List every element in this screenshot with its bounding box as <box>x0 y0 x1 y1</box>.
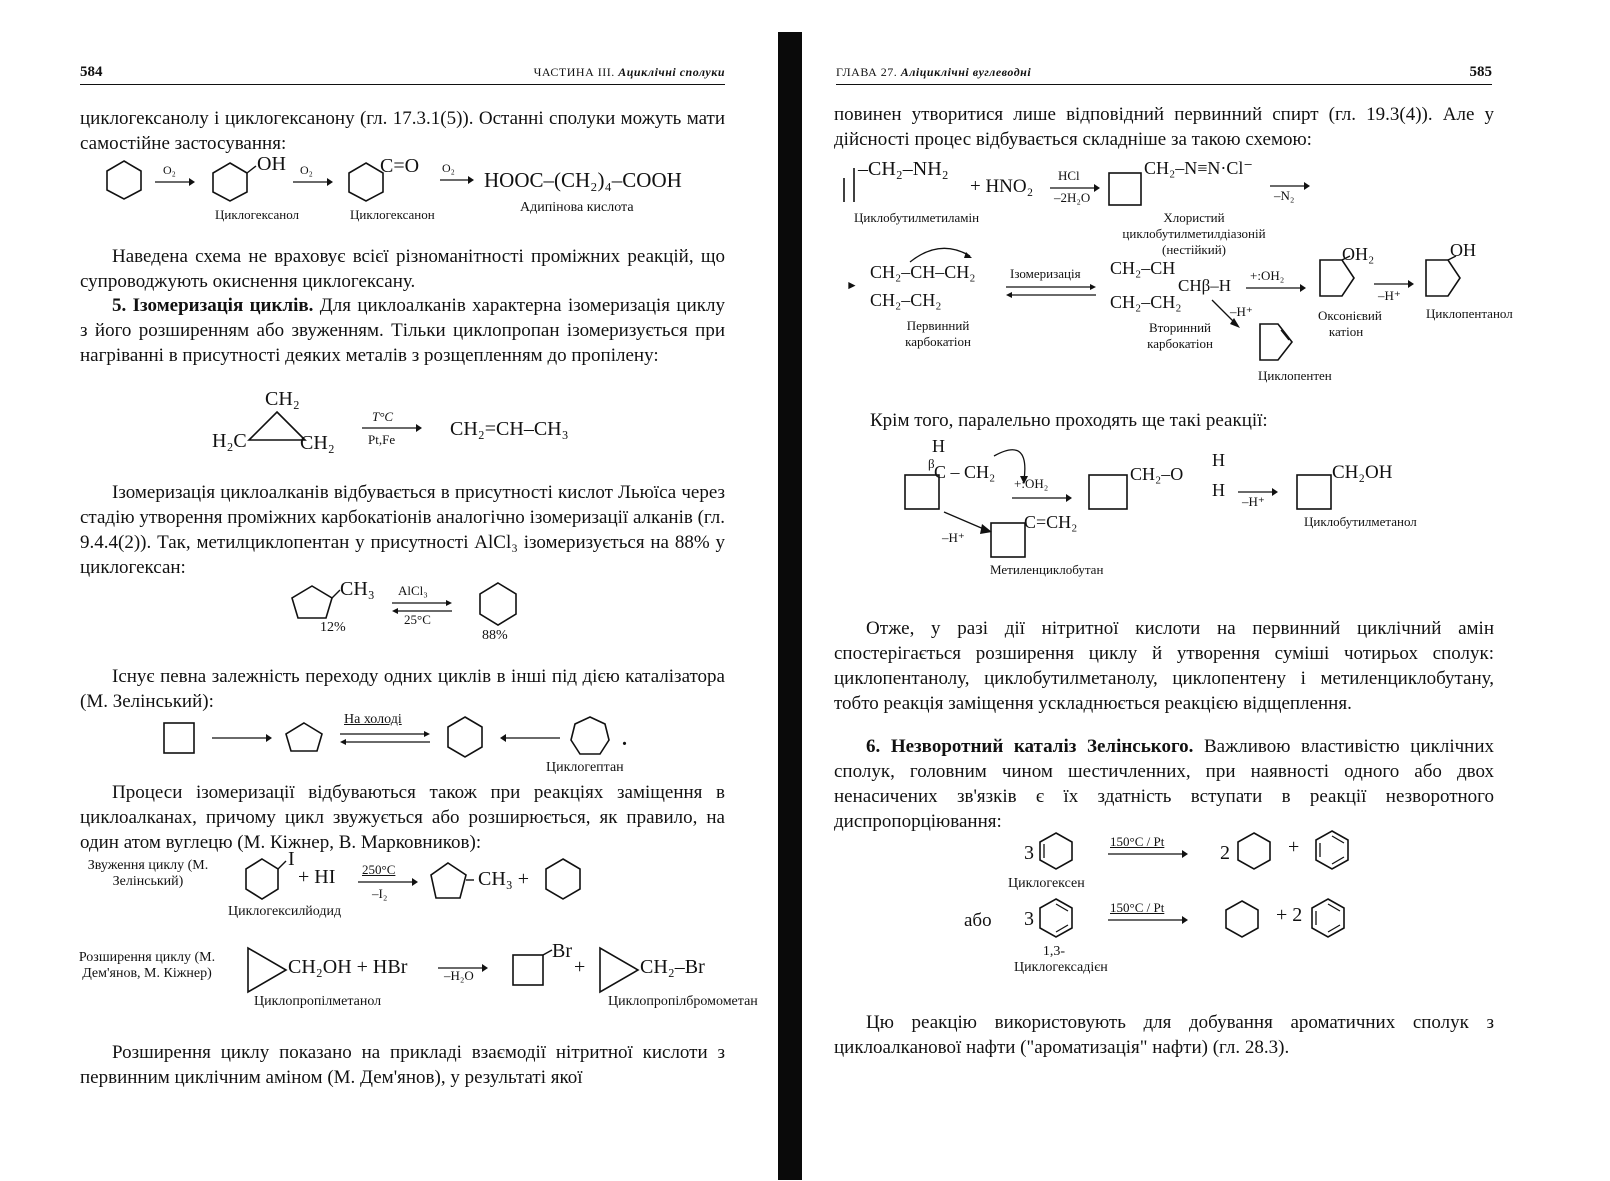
header-title: Аліциклічні вуглеводні <box>900 65 1032 79</box>
iodine-label: I <box>288 848 295 870</box>
reaction-arrow <box>1108 916 1188 924</box>
cyclobutane-ring <box>1296 474 1332 510</box>
condition-temperature: 25°C <box>404 612 431 627</box>
h2c-label: H₂C <box>212 430 247 452</box>
condition-elimination: –I₂ <box>372 886 388 901</box>
cyclohexene-structure <box>1038 832 1074 870</box>
label-ring-contraction: Звуження циклу (М. Зелінський) <box>87 858 209 889</box>
hydrogen-label: H <box>932 436 945 456</box>
reagent-o2: O₂ <box>442 161 455 175</box>
paragraph: Отже, у разі дії нітритної кислоти на первинний циклічний амін спостерігається розширення циклу й утворення суміші чотирьох сполук: циклопентанолу, циклобутилметанолу, циклопентену і метиленциклобутану, тобто реакція заміщення ускладнюється реакцією відщеплення. <box>834 618 1494 714</box>
carbocation-fragment: C – CH₂ <box>934 462 996 482</box>
cyclohexane-structure <box>1224 900 1260 938</box>
isomerization-label: Ізомеризація <box>1010 266 1081 281</box>
reaction-arrow <box>293 178 333 186</box>
diazonium-group: CH₂–N≡N·Cl⁻ <box>1144 158 1253 178</box>
equilibrium-arrow <box>340 731 430 745</box>
paragraph: Існує певна залежність переходу одних циклів в інші під дією каталізатора (М. Зелінський): <box>80 666 725 712</box>
page-number: 585 <box>1469 64 1492 80</box>
reagent-o2: O₂ <box>300 163 313 177</box>
paragraph-text: Важливою властивістю циклічних сполук, головним чином шестичленних, при наявності одного або двох ненасичених зв'язків є їх здатність вступати в реакції незворотного диспропорціювання: <box>834 736 1495 832</box>
reaction-arrow <box>155 178 195 186</box>
percent-label: 12% <box>320 620 346 635</box>
ch2br-label: CH₂–Br <box>640 956 705 978</box>
reaction-arrow <box>1374 280 1414 288</box>
proton-loss: –H⁺ <box>1230 304 1253 319</box>
ch2oh-hbr: CH₂OH + HBr <box>288 956 408 978</box>
section-heading: 5. Ізомеризація циклів. <box>112 295 314 316</box>
cyclopropane-structure <box>247 410 307 442</box>
proton-loss: –H⁺ <box>942 530 965 545</box>
condition-dehydration: –H₂O <box>444 968 474 983</box>
coefficient: 3 <box>1024 908 1034 930</box>
carbonyl-label: C=O <box>380 155 420 177</box>
cyclobutane-ring <box>1088 474 1128 510</box>
label-cyclohexanone: Циклогексанон <box>350 207 435 222</box>
nitrogen-loss: –N₂ <box>1274 188 1295 203</box>
bromine-label: Br <box>552 940 572 962</box>
paragraph: повинен утворитися лише відповідний первинний спирт (гл. 19.3(4)). Але у дійсності процес відбувається складніше за такою схемою: <box>834 104 1494 150</box>
right-page <box>818 0 1610 1181</box>
beta-hydrogen: CHβ–H <box>1178 276 1232 295</box>
ch2-label: CH₂ <box>265 388 300 410</box>
cyclohexane-structure <box>1236 832 1272 870</box>
cyclohexane-structure <box>446 716 484 758</box>
reaction-arrow <box>212 734 272 742</box>
condition-catalyst: 150°C / Pt <box>1110 834 1165 849</box>
running-title <box>836 65 1031 80</box>
water-attack: +:OH₂ <box>1014 476 1049 491</box>
reaction-arrow <box>1270 182 1310 190</box>
reaction-arrow <box>1108 850 1188 858</box>
condition-catalyst: 150°C / Pt <box>1110 900 1165 915</box>
proton-loss: –H⁺ <box>1242 494 1265 509</box>
paragraph: циклогексанолу і циклогексанону (гл. 17.3.1(5)). Останні сполуки можуть мати самостійне застосування: <box>80 108 725 154</box>
label-cyclohexene: Циклогексен <box>1008 876 1085 891</box>
iodocyclohexane-structure <box>244 858 290 902</box>
cyclohexane-structure <box>104 160 144 200</box>
section-heading: 6. Незворотний каталіз Зелінського. <box>866 736 1194 757</box>
book-binding-gutter <box>778 32 802 1180</box>
condition-catalyst: Pt,Fe <box>368 432 396 447</box>
plus-two: + 2 <box>1276 904 1303 926</box>
reaction-arrow <box>358 878 418 886</box>
label-diazonium: Хлористий циклобутилметилдіазоній (нестійкий) <box>1122 210 1266 257</box>
adipic-acid-formula: HOOC–(CH₂)₄–COOH <box>484 168 682 192</box>
reagent-o2: O₂ <box>163 163 176 177</box>
methylene-group: C=CH₂ <box>1024 512 1078 532</box>
cyclohexane-structure <box>478 582 518 626</box>
coefficient: 2 <box>1220 842 1230 864</box>
paragraph: Цю реакцію використовують для добування ароматичних сполук з циклоалканової нафти ("ароматизація" нафти) (гл. 28.3). <box>834 1012 1494 1058</box>
paragraph-section-6 <box>834 734 1494 834</box>
methyl-label: CH₃ + <box>478 868 530 890</box>
paragraph-section-5 <box>80 293 725 368</box>
beta-label: β <box>928 456 935 471</box>
label-secondary-carbocation: Вторинний карбокатіон <box>1147 320 1213 351</box>
cyclohexanol-structure <box>210 162 250 202</box>
period-mark: . <box>622 728 627 750</box>
primary-carbocation-bottom: CH₂–CH₂ <box>870 290 942 310</box>
plus-sign: + <box>1288 836 1300 858</box>
methylcyclopentane-structure <box>290 584 340 620</box>
header-part: ЧАСТИНА III. <box>533 65 615 79</box>
hydroxyl-label: OH <box>257 153 286 175</box>
nitrous-acid: + HNO₂ <box>970 176 1034 197</box>
label-cycloheptane: Циклогептан <box>546 760 624 775</box>
hydrogen-label: H <box>1212 450 1225 470</box>
label-cyclopentanol: Циклопентанол <box>1426 306 1513 321</box>
page-number: 584 <box>80 64 103 80</box>
cyclopentanol-structure <box>1424 256 1466 298</box>
label-cyclohexanol: Циклогексанол <box>215 207 300 222</box>
reaction-arrow <box>1238 488 1278 496</box>
arrow-lead: ► <box>846 278 858 292</box>
reaction-arrow <box>362 424 422 432</box>
equilibrium-arrow <box>1006 284 1096 298</box>
benzene-structure <box>1310 898 1346 938</box>
label-primary-carbocation: Первинний карбокатіон <box>905 318 971 349</box>
left-running-header <box>80 62 725 85</box>
water-attack: +:OH₂ <box>1250 268 1285 283</box>
running-title <box>534 65 725 80</box>
header-part: ГЛАВА 27. <box>836 65 898 79</box>
aminomethyl-group: –CH₂–NH₂ <box>858 158 949 180</box>
cyclohexadiene-structure <box>1038 898 1074 938</box>
cyclohexane-structure <box>544 858 582 900</box>
secondary-carbocation-top: CH₂–CH <box>1110 258 1176 278</box>
plus-sign: + <box>574 956 586 978</box>
right-running-header <box>836 62 1492 85</box>
cyclobutane-ring <box>1108 172 1142 206</box>
label-cyclohexyl-iodide: Циклогексилйодид <box>228 904 342 919</box>
paragraph: Ізомеризація циклоалканів відбувається в присутності кислот Льюїса через стадію утворення проміжних карбокатіонів аналогічно ізомеризації алканів (гл. 9.4.4(2)). Так, метилциклопентан у присутності AlCl₃ ізомеризується на 88% у циклогексан: <box>80 482 725 578</box>
header-title: Ациклічні сполуки <box>618 65 725 79</box>
cycloheptane-structure <box>570 716 610 756</box>
label-cyclopropylmethanol: Циклопропілметанол <box>254 994 382 1009</box>
benzene-structure <box>1314 830 1350 870</box>
paragraph: Процеси ізомеризації відбуваються також при реакціях заміщення в циклоалканах, причому цикл звужується або розширюється, як правило, на один атом вуглецю (М. Кіжнер, В. Марковников): <box>80 782 725 853</box>
oxonium-fragment: CH₂–O <box>1130 464 1184 484</box>
paragraph: Крім того, паралельно проходять ще такі реакції: <box>870 410 1268 431</box>
hi-reagent: + HI <box>298 866 336 888</box>
reaction-arrow <box>500 734 560 742</box>
paragraph: Розширення циклу показано на прикладі взаємодії нітритної кислоти з первинним циклічним аміном (М. Дем'янов), у результаті якої <box>80 1042 725 1088</box>
condition-hcl: HCl <box>1058 168 1080 183</box>
label-ring-expansion: Розширення циклу (М. Дем'янов, М. Кіжнер) <box>78 950 216 981</box>
primary-carbocation-top: CH₂–CH–CH₂ <box>870 262 976 282</box>
condition-temperature: 250°C <box>362 862 396 877</box>
methyl-label: CH₃ <box>340 578 375 600</box>
paragraph-text: Для циклоалканів характерна ізомеризація циклу з його розширенням або звуженням. Тільки циклопропан ізомеризується при нагріванні в присутності деяких металів з розщепленням до пропілену: <box>80 295 725 366</box>
coefficient: 3 <box>1024 842 1034 864</box>
left-page <box>0 0 778 1181</box>
paragraph: Наведена схема не враховує всієї різноманітності проміжних реакцій, що супроводжують окиснення циклогексану. <box>80 246 725 292</box>
or-word: або <box>964 910 992 931</box>
reaction-arrow <box>1012 494 1072 502</box>
ch2-label: CH₂ <box>300 432 335 454</box>
label-oxonium: Оксонієвий катіон <box>1318 308 1382 339</box>
hydrogen-label: H <box>1212 480 1225 500</box>
cyclopentane-structure <box>284 722 324 752</box>
label-methylenecyclobutane: Метиленциклобутан <box>990 562 1104 577</box>
reaction-arrow <box>438 964 488 972</box>
label-cyclobutylmethylamine: Циклобутилметиламін <box>854 210 980 225</box>
cyclopropylbromomethane-structure <box>598 946 644 994</box>
reaction-arrow <box>1246 284 1306 292</box>
cyclopentene-structure <box>1258 322 1294 362</box>
condition-water: –2H₂O <box>1054 190 1091 205</box>
label-cyclopentene: Циклопентен <box>1258 368 1332 383</box>
percent-label: 88% <box>482 628 508 643</box>
condition-temperature: T°C <box>372 409 394 424</box>
oxonium-group: OH₂ <box>1342 244 1375 264</box>
secondary-carbocation-bottom: CH₂–CH₂ <box>1110 292 1182 312</box>
reaction-arrow <box>440 176 474 184</box>
methylcyclopentane-structure <box>430 862 474 902</box>
label-cyclobutylmethanol: Циклобутилметанол <box>1304 514 1417 529</box>
hydroxymethyl-group: CH₂OH <box>1332 462 1393 483</box>
propylene-formula: CH₂=CH–CH₃ <box>450 418 569 440</box>
cyclopropylmethanol-structure <box>246 946 292 994</box>
hydroxyl-label: OH <box>1450 240 1476 260</box>
label-adipic-acid: Адипінова кислота <box>520 200 634 215</box>
label-cyclohexadiene: 1,3-Циклогексадієн <box>1014 944 1108 975</box>
cyclobutane-structure <box>163 722 195 754</box>
condition-catalyst: AlCl₃ <box>398 583 428 598</box>
proton-loss: –H⁺ <box>1378 288 1401 303</box>
condition-cold: На холоді <box>344 712 402 727</box>
electron-shift-arrow <box>906 244 976 264</box>
label-cyclopropylbromomethane: Циклопропілбромометан <box>608 994 758 1009</box>
bromocyclobutane-structure <box>512 950 556 986</box>
